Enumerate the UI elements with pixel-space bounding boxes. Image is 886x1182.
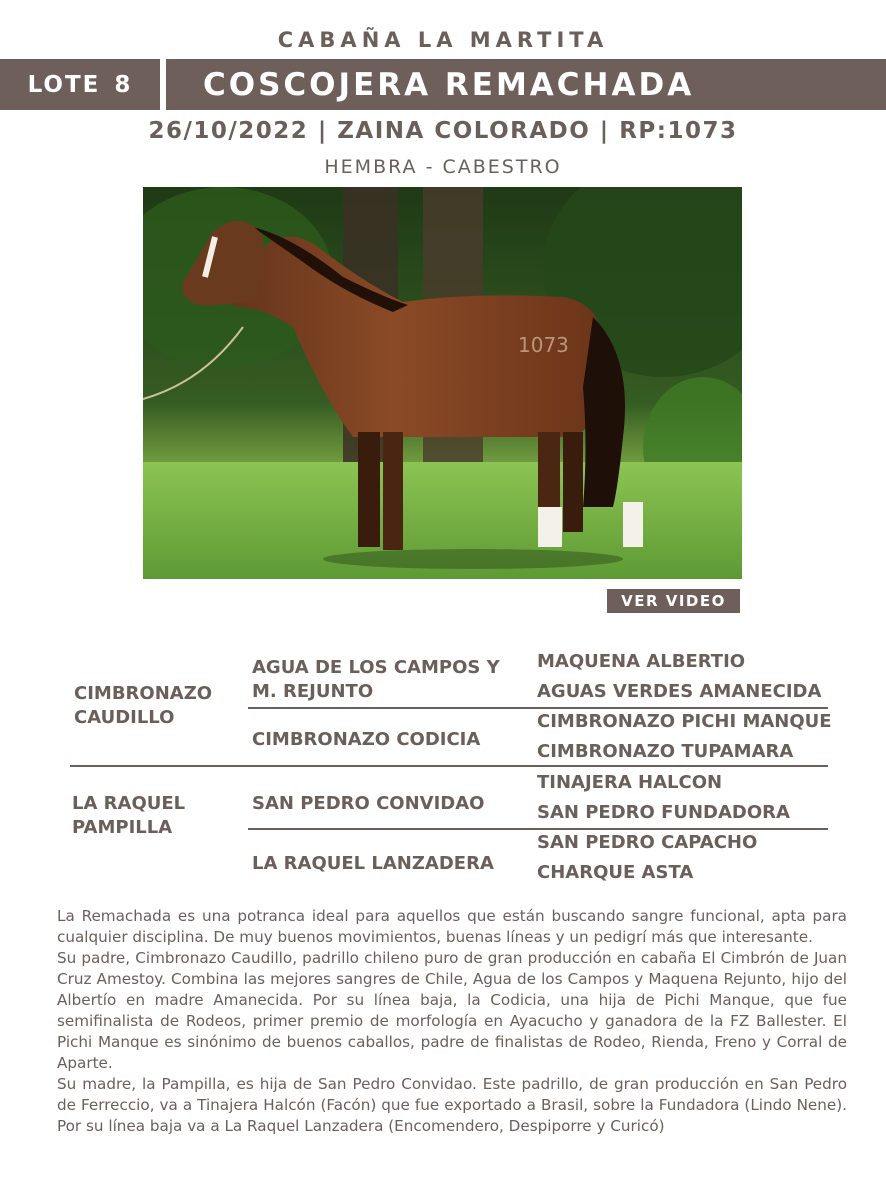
pedigree-dam: LA RAQUEL PAMPILLA — [72, 793, 186, 838]
pedigree-dam-dam-dam: CHARQUE ASTA — [537, 862, 694, 883]
pedigree-dam-sire-sire: TINAJERA HALCON — [537, 772, 723, 793]
pedigree-dam-dam-sire: SAN PEDRO CAPACHO — [537, 832, 758, 853]
description-paragraph: Su madre, la Pampilla, es hija de San Pedro Convidao. Este padrillo, de gran producción en San Pedro de Ferreccio, va a Tinajera Halcón (Facón) que fue exportado a Brasil, sobre la Fundadora (Lindo Nene). Por su línea baja va a La Raquel Lanzadera (Encomendero, Despiporre y Curicó) — [57, 1075, 847, 1135]
brand-mark-text: 1073 — [518, 333, 569, 357]
horse-name: COSCOJERA REMACHADA — [203, 66, 695, 103]
lot-badge — [0, 59, 160, 110]
lot-number: 8 — [114, 71, 133, 98]
description-paragraph: La Remachada es una potranca ideal para aquellos que están buscando sangre funcional, apta para cualquier disciplina. De muy buenos movimientos, buenas líneas y un pedigrí más que interesante. — [57, 907, 847, 946]
horse-meta: 26/10/2022 | ZAINA COLORADO | RP:1073 — [148, 118, 738, 144]
lot-label: LOTE — [27, 71, 101, 98]
watch-video-button[interactable]: VER VIDEO — [607, 589, 740, 613]
pedigree-divider — [248, 707, 828, 709]
pedigree-dam-sire-dam: SAN PEDRO FUNDADORA — [537, 802, 790, 823]
horse-photo-illustration — [143, 187, 742, 579]
pedigree-divider — [70, 765, 828, 767]
pedigree-dam-dam: LA RAQUEL LANZADERA — [252, 853, 494, 874]
pedigree-dam-sire: SAN PEDRO CONVIDAO — [252, 793, 485, 814]
horse-subtitle: HEMBRA - CABESTRO — [324, 156, 562, 178]
pedigree-sire-dam-sire: CIMBRONAZO PICHI MANQUE — [537, 711, 832, 732]
description-paragraph: Su padre, Cimbronazo Caudillo, padrillo chileno puro de gran producción en cabaña El Cimbrón de Juan Cruz Amestoy. Combina las mejores sangres de Chile, Agua de los Campos y Maquena Rejunto, hijo del Albertío en madre Amanecida. Por su línea baja, la Codicia, una hija de Pichi Manque, que fue semifinalista de Rodeos, primer premio de morfología en Ayacucho y ganadora de la FZ Ballester. El Pichi Manque es sinónimo de buenos caballos, padre de finalistas de Rodeo, Rienda, Freno y Corral de Aparte. — [57, 949, 847, 1072]
horse-name-banner — [166, 59, 886, 110]
pedigree-sire-sire: AGUA DE LOS CAMPOS Y M. REJUNTO — [252, 657, 500, 702]
pedigree-divider — [248, 828, 828, 830]
pedigree-sire-dam-dam: CIMBRONAZO TUPAMARA — [537, 741, 794, 762]
pedigree-sire-sire-sire: MAQUENA ALBERTIO — [537, 651, 746, 672]
pedigree-sire-dam: CIMBRONAZO CODICIA — [252, 729, 481, 750]
horse-photo — [143, 187, 742, 579]
pedigree-sire: CIMBRONAZO CAUDILLO — [74, 683, 213, 728]
description — [57, 906, 847, 1137]
breeder-name: CABAÑA LA MARTITA — [277, 28, 609, 52]
pedigree-sire-sire-dam: AGUAS VERDES AMANECIDA — [537, 681, 822, 702]
